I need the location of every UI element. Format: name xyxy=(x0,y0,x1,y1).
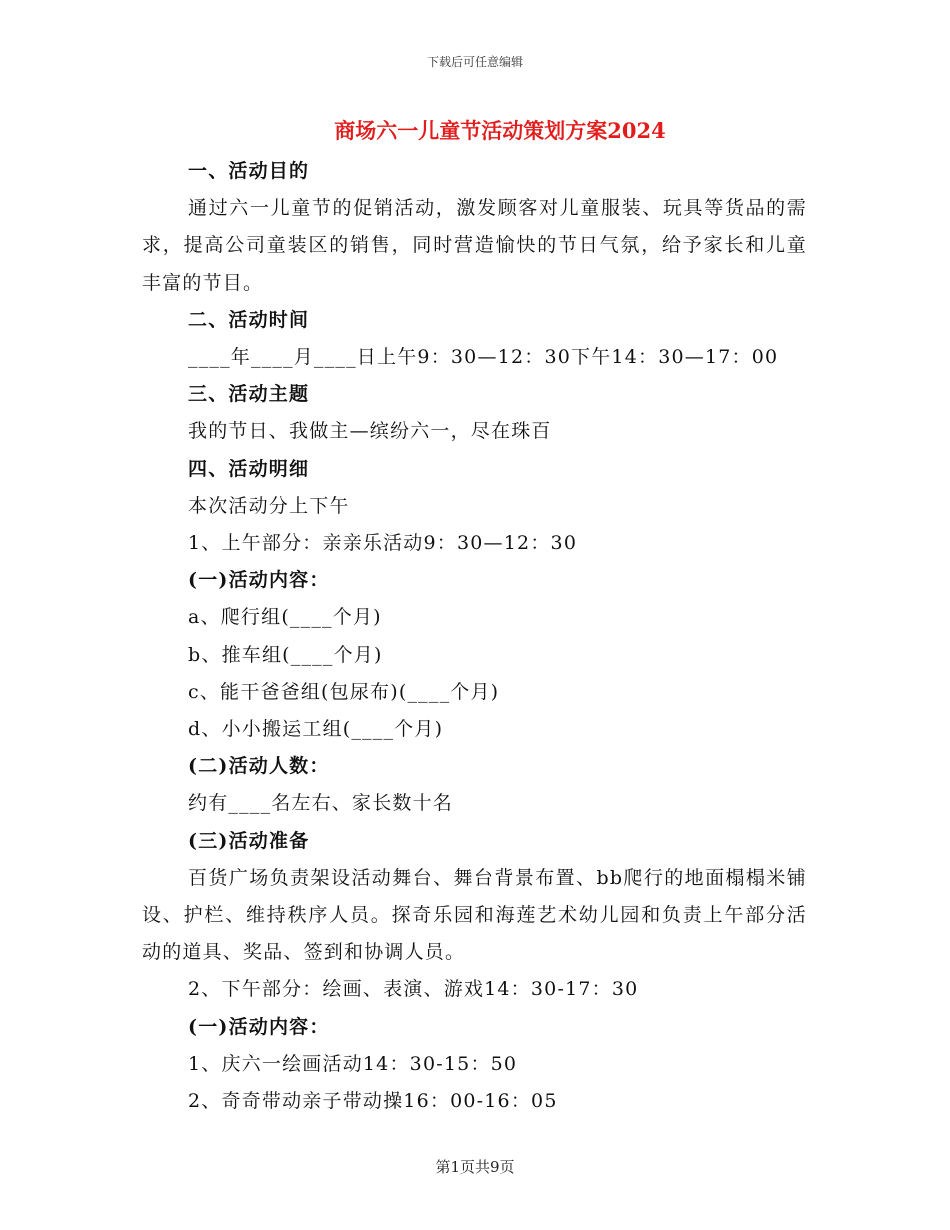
list-item-mover-group: d、小小搬运工组(____个月) xyxy=(188,718,444,741)
afternoon-part-line: 2、下午部分：绘画、表演、游戏14：30-17：30 xyxy=(188,978,639,1001)
page-number: 第1页共9页 xyxy=(435,1158,515,1176)
section-heading-theme: 三、活动主题 xyxy=(188,383,310,406)
document-title: 商场六一儿童节活动策划方案2024 xyxy=(334,118,666,143)
section-heading-details: 四、活动明细 xyxy=(188,457,310,480)
morning-part-line: 1、上午部分：亲亲乐活动9：30—12：30 xyxy=(188,532,578,555)
subheading-preparation: (三)活动准备 xyxy=(188,829,310,852)
list-item-crawl-group: a、爬行组(____个月) xyxy=(188,606,382,629)
list-item-exercise: 2、奇奇带动亲子带动操16：00-16：05 xyxy=(188,1090,558,1113)
details-intro-line: 本次活动分上下午 xyxy=(188,494,350,517)
document-body xyxy=(142,153,807,1120)
subheading-afternoon-content: (一)活动内容： xyxy=(188,1015,330,1038)
header-note: 下载后可任意编辑 xyxy=(426,55,523,69)
theme-line: 我的节日、我做主—缤纷六一，尽在珠百 xyxy=(188,420,552,443)
participants-line: 约有____名左右、家长数十名 xyxy=(188,792,454,815)
subheading-activity-content: (一)活动内容： xyxy=(188,569,330,592)
subheading-participants: (二)活动人数： xyxy=(188,755,330,778)
section-heading-purpose: 一、活动目的 xyxy=(188,160,310,182)
list-item-drawing: 1、庆六一绘画活动14：30-15：50 xyxy=(188,1052,518,1075)
preparation-paragraph: 百货广场负责架设活动舞台、舞台背景布置、bb爬行的地面榻榻米铺设、护栏、维持秩序人员。探奇乐园和海莲艺术幼儿园和负责上午部分活动的道具、奖品、签到和协调人员。 xyxy=(142,866,807,964)
section-heading-time: 二、活动时间 xyxy=(188,308,310,331)
time-line: ____年____月____日上午9：30—12：30下午14：30—17：00 xyxy=(188,346,779,369)
purpose-paragraph: 通过六一儿童节的促销活动，激发顾客对儿童服装、玩具等货品的需求，提高公司童装区的销售，同时营造愉快的节日气氛，给予家长和儿童丰富的节目。 xyxy=(142,197,807,294)
list-item-dad-group: c、能干爸爸组(包尿布)(____个月) xyxy=(188,680,500,703)
list-item-stroller-group: b、推车组(____个月) xyxy=(188,643,383,666)
